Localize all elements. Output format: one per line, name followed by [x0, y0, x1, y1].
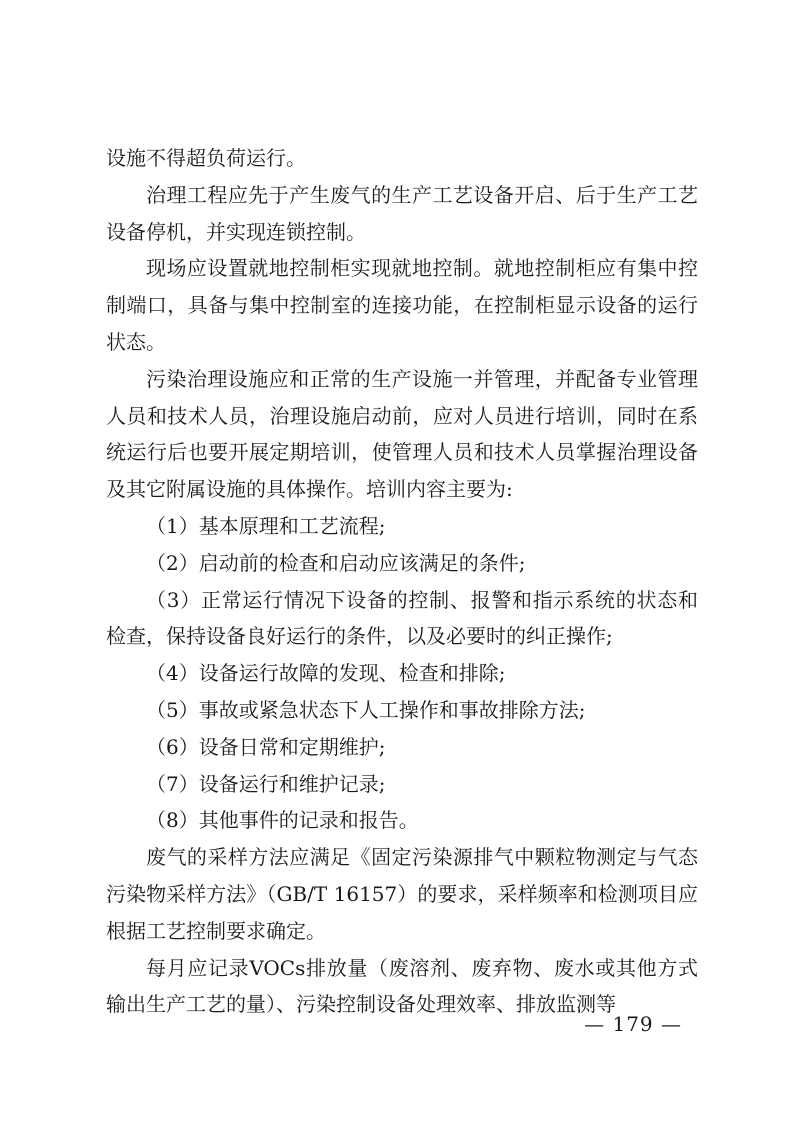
list-item: （8）其他事件的记录和报告。: [146, 808, 419, 833]
list-item: （3）正常运行情况下设备的控制、报警和指示系统的状态和检查，保持设备良好运行的条件，以及必要时的纠正操作;: [106, 587, 698, 649]
list-item: （6）设备日常和定期维护;: [146, 734, 386, 759]
paragraph: 现场应设置就地控制柜实现就地控制。就地控制柜应有集中控制端口，具备与集中控制室的连接功能，在控制柜显示设备的运行状态。: [106, 256, 698, 354]
paragraph: 设施不得超负荷运行。: [106, 146, 306, 170]
body-text: [106, 140, 698, 1023]
list-item: （2）启动前的检查和启动应该满足的条件;: [146, 550, 526, 575]
paragraph: 治理工程应先于产生废气的生产工艺设备开启、后于生产工艺设备停机，并实现连锁控制。: [106, 182, 698, 244]
list-item: （5）事故或紧急状态下人工操作和事故排除方法;: [146, 697, 586, 722]
list-item: （1）基本原理和工艺流程;: [146, 513, 386, 538]
page-number: — 179 —: [584, 1012, 682, 1036]
list-item: （7）设备运行和维护记录;: [146, 771, 386, 796]
list-item: （4）设备运行故障的发现、检查和排除;: [146, 661, 506, 686]
paragraph: 废气的采样方法应满足《固定污染源排气中颗粒物测定与气态污染物采样方法》（GB/T 16157）的要求，采样频率和检测项目应根据工艺控制要求确定。: [106, 845, 698, 943]
paragraph: 每月应记录VOCs排放量（废溶剂、废弃物、废水或其他方式输出生产工艺的量）、污染控制设备处理效率、排放监测等: [106, 955, 698, 1017]
paragraph: 污染治理设施应和正常的生产设施一并管理，并配备专业管理人员和技术人员，治理设施启动前，应对人员进行培训，同时在系统运行后也要开展定期培训，使管理人员和技术人员掌握治理设备及其它附属设施的具体操作。培训内容主要为:: [106, 366, 698, 502]
